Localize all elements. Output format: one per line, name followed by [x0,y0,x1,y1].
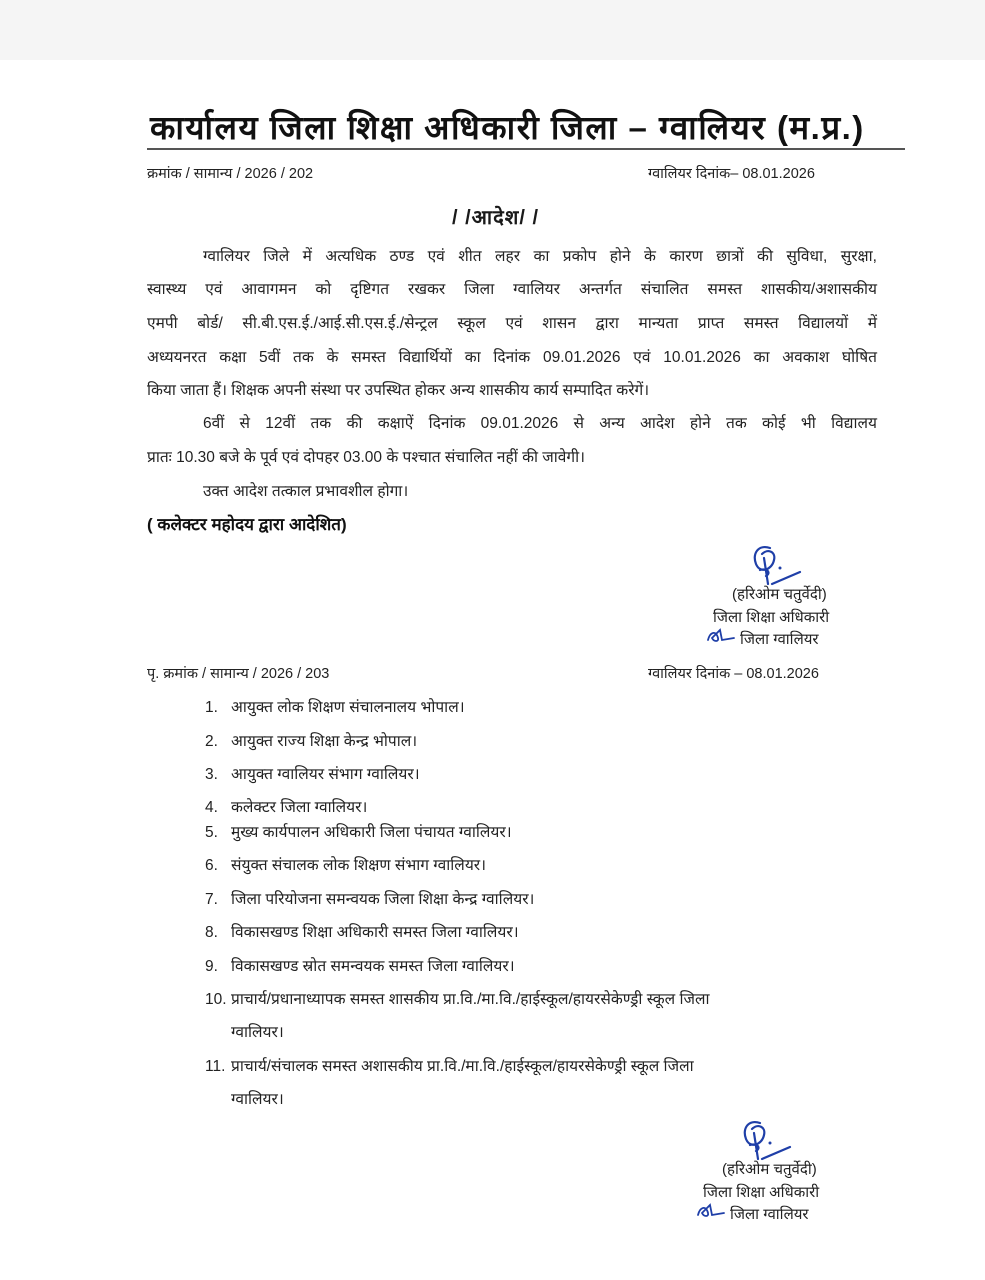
recipient-text: आयुक्त ग्वालियर संभाग ग्वालियर। [231,766,420,783]
signatory-name: (हरिओम चतुर्वेदी) [722,1161,817,1178]
header-divider [147,148,905,150]
signatory-designation: जिला शिक्षा अधिकारी [703,1184,820,1201]
initial-mark-icon [696,1201,726,1221]
recipient-number: 3. [205,766,218,783]
order-para1-line: किया जाता हैं। शिक्षक अपनी संस्था पर उपस्थित होकर अन्य शासकीय कार्य सम्पादित करेगें। [147,382,650,399]
recipient-text: प्राचार्य/प्रधानाध्यापक समस्त शासकीय प्रा.वि./मा.वि./हाईस्कूल/हायरसेकेण्ड्री स्कूल जिला [231,991,710,1008]
recipient-number: 2. [205,733,218,750]
recipient-number: 1. [205,699,218,716]
recipient-number: 4. [205,799,218,816]
recipient-text: आयुक्त राज्य शिक्षा केन्द्र भोपाल। [231,733,418,750]
recipient-text-continued: ग्वालियर। [231,1024,284,1041]
recipient-number: 9. [205,958,218,975]
place-date: ग्वालियर दिनांक– 08.01.2026 [648,166,815,182]
initial-mark-icon [706,626,736,646]
order-para1-line: स्वास्थ्य एवं आवागमन को दृष्टिगत रखकर जिला ग्वालियर अन्तर्गत संचालित समस्त शासकीय/अशासकीय [147,281,877,298]
recipient-number: 8. [205,924,218,941]
recipient-number: 6. [205,857,218,874]
recipient-number: 7. [205,891,218,908]
recipient-item [205,1054,694,1076]
recipient-number: 5. [205,824,218,841]
recipient-item [205,762,420,784]
recipient-number: 10. [205,991,227,1008]
recipient-item [205,853,486,875]
recipient-item [205,987,710,1009]
recipient-text: आयुक्त लोक शिक्षण संचालनालय भोपाल। [231,699,465,716]
order-para1-line: अध्ययनरत कक्षा 5वीं तक के समस्त विद्यार्थियों का दिनांक 09.01.2026 एवं 10.01.2026 का अवकाश घोषित [147,349,877,366]
recipient-text: जिला परियोजना समन्वयक जिला शिक्षा केन्द्र ग्वालियर। [231,891,535,908]
signatory-name: (हरिओम चतुर्वेदी) [732,586,827,603]
order-heading: / /आदेश/ / [452,207,539,229]
recipient-item [205,887,534,909]
endorsement-place-date: ग्वालियर दिनांक – 08.01.2026 [648,666,819,682]
office-title: कार्यालय जिला शिक्षा अधिकारी जिला – ग्वालियर (म.प्र.) [150,109,865,146]
recipient-text: प्राचार्य/संचालक समस्त अशासकीय प्रा.वि./मा.वि./हाईस्कूल/हायरसेकेण्ड्री स्कूल जिला [231,1058,694,1075]
signatory-district: जिला ग्वालियर [740,631,819,648]
recipient-text: मुख्य कार्यपालन अधिकारी जिला पंचायत ग्वालियर। [231,824,512,841]
endorsement-reference-number: पृ. क्रमांक / सामान्य / 2026 / 203 [147,666,330,682]
order-para2-line: 6वीं से 12वीं तक की कक्षाऐं दिनांक 09.01.2026 से अन्य आदेश होने तक कोई भी विद्यालय [203,415,877,432]
order-para1-line: एमपी बोर्ड/ सी.बी.एस.ई./आई.सी.एस.ई./सेन्ट्रल स्कूल एवं शासन द्वारा मान्यता प्राप्त समस्त विद्यालयों में [147,315,877,332]
signature-block [690,1115,900,1240]
order-para3: उक्त आदेश तत्काल प्रभावशील होगा। [203,483,409,500]
recipient-item [205,920,519,942]
order-para2-line: प्रातः 10.30 बजे के पूर्व एवं दोपहर 03.00 के पश्चात संचालित नहीं की जावेगी। [147,449,586,466]
recipient-item [205,954,515,976]
order-para1-line: ग्वालियर जिले में अत्यधिक ठण्ड एवं शीत लहर का प्रकोप होने के कारण छात्रों की सुविधा, सुरक्षा, [203,248,877,265]
recipient-item [205,695,465,717]
recipient-item [205,820,512,842]
top-bar [0,0,985,60]
recipient-item [205,729,417,751]
signatory-designation: जिला शिक्षा अधिकारी [713,609,830,626]
recipient-item [205,795,367,817]
signature-block [700,540,910,665]
collector-note: ( कलेक्टर महोदय द्वारा आदेशित) [147,515,347,534]
recipient-text: संयुक्त संचालक लोक शिक्षण संभाग ग्वालियर। [231,857,487,874]
recipient-text: विकासखण्ड शिक्षा अधिकारी समस्त जिला ग्वालियर। [231,924,519,941]
recipient-text: कलेक्टर जिला ग्वालियर। [231,799,368,816]
signatory-district: जिला ग्वालियर [730,1206,809,1223]
reference-number: क्रमांक / सामान्य / 2026 / 202 [147,166,314,182]
recipient-text-continued: ग्वालियर। [231,1091,284,1108]
recipient-number: 11. [205,1058,226,1075]
recipient-text: विकासखण्ड स्रोत समन्वयक समस्त जिला ग्वालियर। [231,958,515,975]
